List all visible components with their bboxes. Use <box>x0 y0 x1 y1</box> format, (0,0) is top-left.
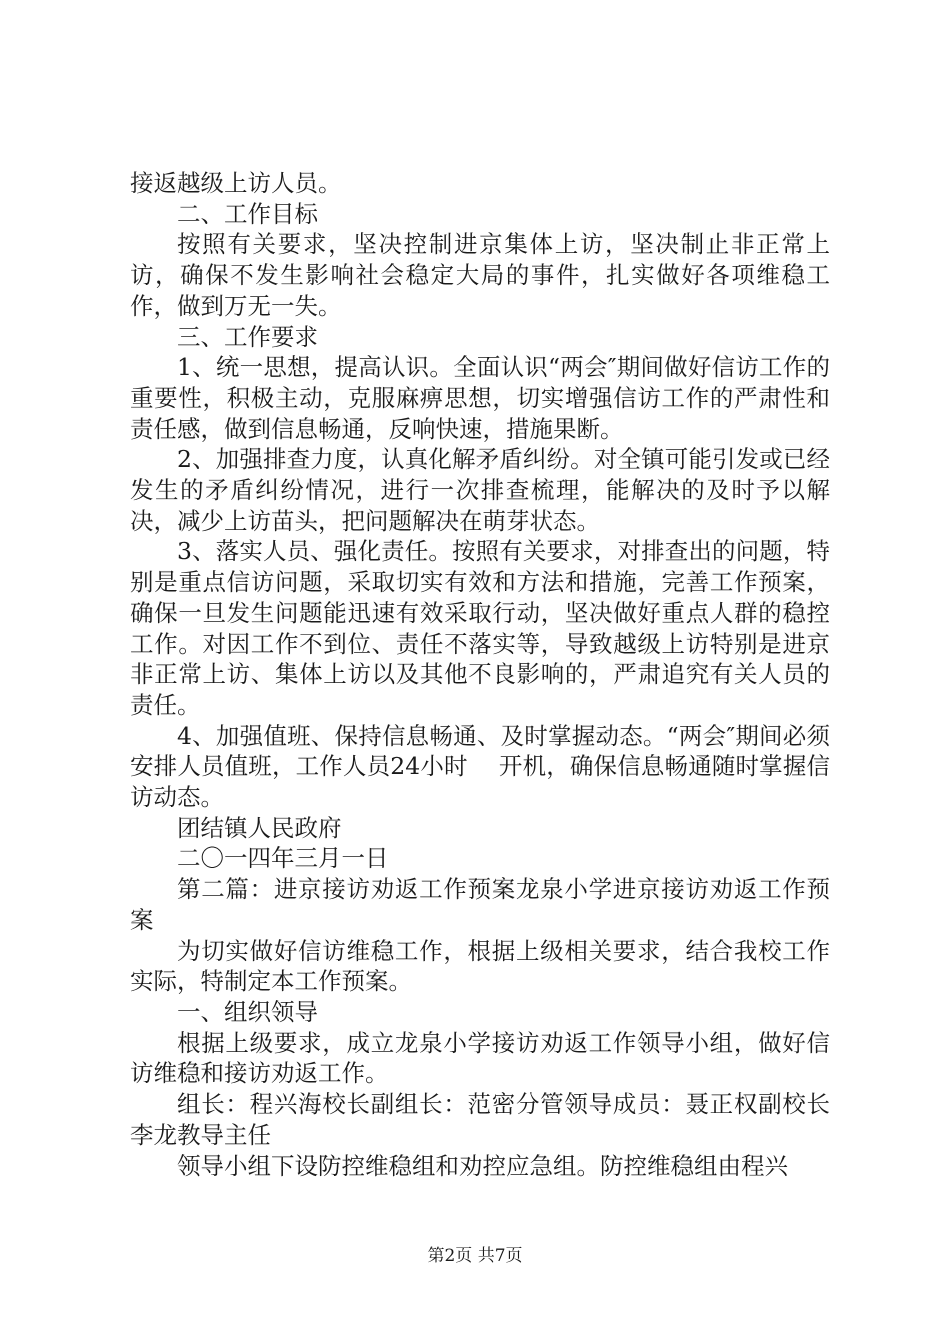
signature-organization: 团结镇人民政府 <box>177 813 342 842</box>
heading-organization-leadership: 一、组织领导 <box>177 997 318 1026</box>
page-number-footer: 第2页 共7页 <box>427 1246 523 1266</box>
paragraph-subgroups: 领导小组下设防控维稳组和劝控应急组。防控维稳组由程兴 <box>177 1151 788 1180</box>
paragraph-group-members: 组长：程兴海校长副组长：范密分管领导成员：聂正权副校长李龙教导主任 <box>130 1090 830 1149</box>
paragraph-intro: 为切实做好信访维稳工作，根据上级相关要求，结合我校工作实际，特制定本工作预案。 <box>130 936 830 996</box>
heading-work-requirements: 三、工作要求 <box>177 322 318 351</box>
paragraph-requirement-2: 2、加强排查力度，认真化解矛盾纠纷。对全镇可能引发或已经发生的矛盾纠纷情况，进行一次排查梳理，能解决的及时予以解决，减少上访苗头，把问题解决在萌芽状态。 <box>130 445 830 535</box>
section-title-part-two: 第二篇：进京接访劝返工作预案龙泉小学进京接访劝返工作预案 <box>130 875 830 934</box>
signature-date: 二〇一四年三月一日 <box>177 844 389 873</box>
paragraph-leadership-group: 根据上级要求，成立龙泉小学接访劝返工作领导小组，做好信访维稳和接访劝返工作。 <box>130 1028 830 1088</box>
paragraph-requirement-4: 4、加强值班、保持信息畅通、及时掌握动态。“两会″期间必须安排人员值班，工作人员24小时 开机，确保信息畅通随时掌握信访动态。 <box>130 721 830 812</box>
paragraph-requirement-3: 3、落实人员、强化责任。按照有关要求，对排查出的问题，特别是重点信访问题，采取切实有效和方法和措施，完善工作预案，确保一旦发生问题能迅速有效采取行动，坚决做好重点人群的稳控工作。对因工作不到位、责任不落实等，导致越级上访特别是进京非正常上访、集体上访以及其他不良影响的，严肃追究有关人员的责任。 <box>130 537 830 719</box>
heading-work-goals: 二、工作目标 <box>177 199 318 228</box>
paragraph-continuation: 接返越级上访人员。 <box>130 169 342 197</box>
document-body <box>130 168 830 1181</box>
paragraph-requirement-1: 1、统一思想，提高认识。全面认识“两会″期间做好信访工作的重要性，积极主动，克服麻痹思想，切实增强信访工作的严肃性和责任感，做到信息畅通，反响快速，措施果断。 <box>130 353 830 443</box>
paragraph-goals: 按照有关要求，坚决控制进京集体上访，坚决制止非正常上访，确保不发生影响社会稳定大局的事件，扎实做好各项维稳工作，做到万无一失。 <box>130 230 830 320</box>
